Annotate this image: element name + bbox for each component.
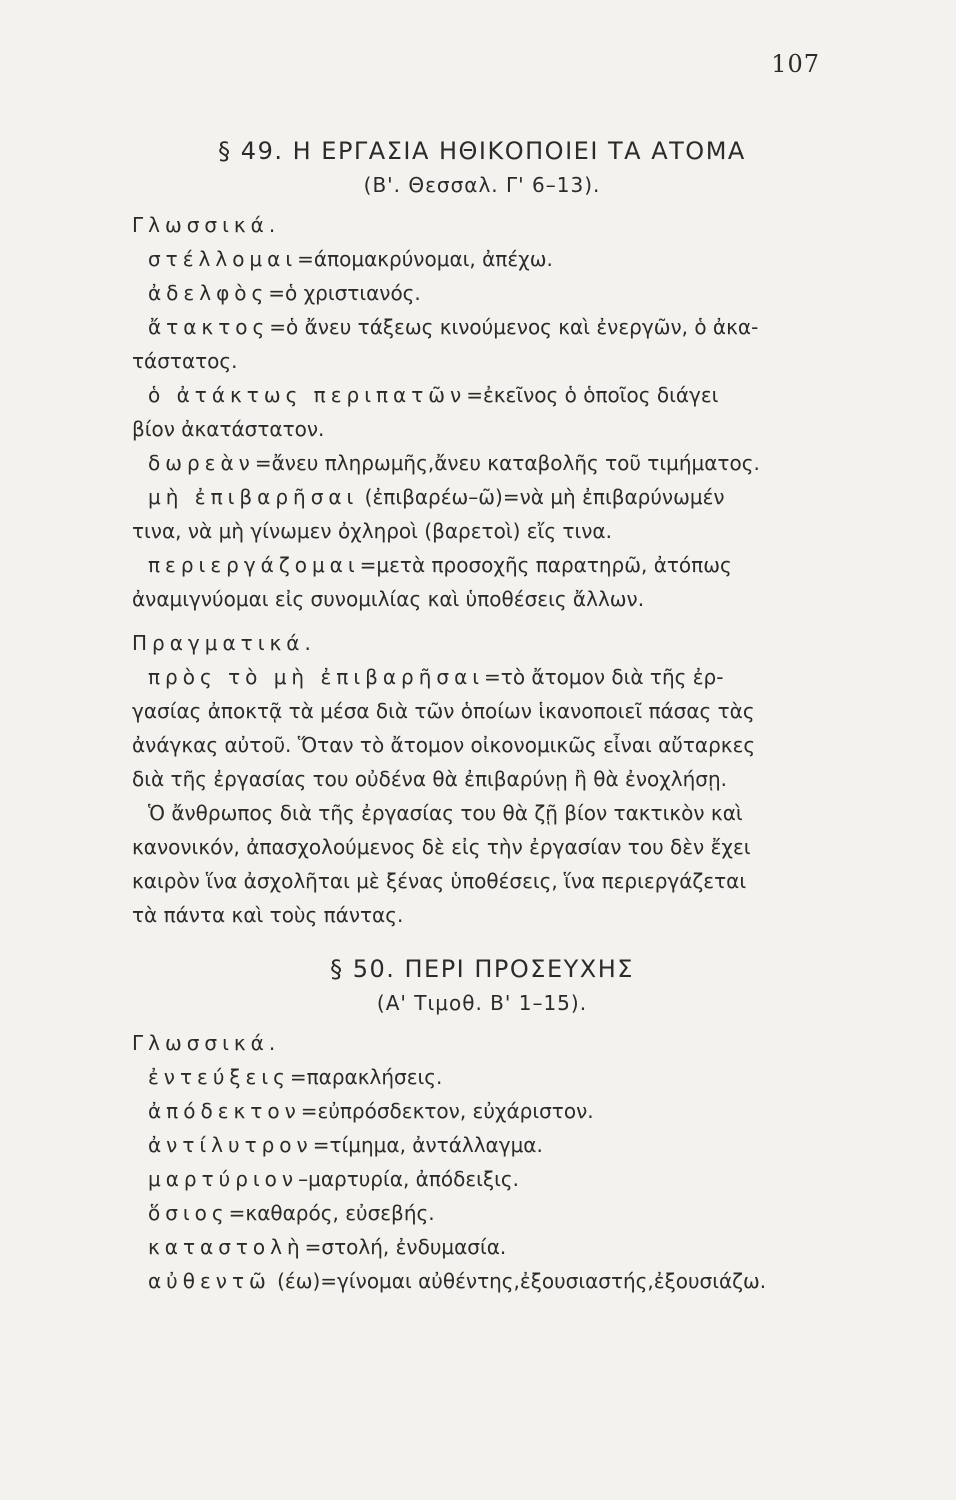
text-line — [132, 480, 832, 514]
text-line — [132, 694, 832, 728]
section-50-glossika-label: Γλωσσικά. — [132, 1031, 281, 1055]
line-text: κανονικόν, ἀπασχολούμενος δὲ εἰς τὴν ἐργασίαν του δὲν ἔχει — [132, 835, 751, 859]
line-text: (ἐπιβαρέω–ῶ)=νὰ μὴ ἐπιβαρύνωμέν — [358, 485, 725, 509]
text-line — [132, 412, 832, 446]
section-49-glossika-label: Γλωσσικά. — [132, 213, 281, 237]
glossary-term: ἐντεύξεις — [148, 1065, 290, 1089]
line-text: =ὁ χριστιανός. — [268, 281, 421, 305]
text-line — [132, 830, 832, 864]
text-line — [132, 1196, 832, 1230]
text-line — [132, 514, 832, 548]
section-49-reference: (Β'. Θεσσαλ. Γ' 6–13). — [363, 173, 601, 197]
text-line — [132, 762, 832, 796]
line-text: =εὐπρόσδεκτον, εὐχάριστον. — [300, 1099, 594, 1123]
line-text: =τὸ ἄτομον διὰ τῆς ἐρ- — [484, 665, 724, 689]
text-line — [132, 344, 832, 378]
section-50-reference: (Α' Τιμοθ. Β' 1–15). — [376, 991, 588, 1015]
glossary-term: ἄτακτος — [148, 315, 270, 339]
section-50-glossika-list — [132, 1060, 832, 1298]
line-text: =ἄνευ πληρωμῆς,ἄνευ καταβολῆς τοῦ τιμήματος. — [254, 451, 760, 475]
text-line — [132, 582, 832, 616]
line-text: γασίας ἀποκτᾷ τὰ μέσα διὰ τῶν ὁποίων ἱκανοποιεῖ πάσας τὰς — [132, 699, 755, 723]
glossary-term: ἀδελφὸς — [148, 281, 269, 305]
page-number: 107 — [771, 50, 820, 78]
section-49-glossika-list — [132, 242, 832, 616]
line-text: (έω)=γίνομαι αὐθέντης,ἐξουσιαστής,ἐξουσιάζω. — [270, 1269, 767, 1293]
text-line — [132, 1162, 832, 1196]
glossary-term: στέλλομαι — [148, 247, 298, 271]
line-text: τινα, νὰ μὴ γίνωμεν ὀχληροὶ (βαρετοὶ) εἴς τινα. — [132, 519, 612, 543]
line-text: =παρακλήσεις. — [289, 1065, 443, 1089]
line-text: ἀνάγκας αὐτοῦ. Ὅταν τὸ ἄτομον οἰκονομικῶς εἶναι αὔταρκες — [132, 733, 756, 757]
text-line — [132, 796, 832, 830]
text-line — [132, 864, 832, 898]
section-49-pragmatika-label: Πραγματικά. — [132, 631, 316, 655]
line-text: διὰ τῆς ἐργασίας του οὐδένα θὰ ἐπιβαρύνῃ ἢ θὰ ἐνοχλήσῃ. — [132, 767, 727, 791]
glossary-term: ἀντίλυτρον — [148, 1133, 313, 1157]
text-line — [132, 276, 832, 310]
text-line — [132, 1230, 832, 1264]
section-50 — [132, 952, 832, 1298]
line-text: =καθαρός, εὐσεβής. — [228, 1201, 435, 1225]
line-text: =στολή, ἐνδυμασία. — [304, 1235, 507, 1259]
line-text: καιρὸν ἵνα ἀσχολῆται μὲ ξένας ὑποθέσεις, ἵνα περιεργάζεται — [132, 869, 747, 893]
text-line — [132, 728, 832, 762]
line-text: =άπομακρύνομαι, ἀπέχω. — [297, 247, 553, 271]
line-text: βίον ἀκατάστατον. — [132, 417, 325, 441]
glossary-term: μαρτύριον — [148, 1167, 299, 1191]
line-text: =τίμημα, ἀντάλλαγμα. — [312, 1133, 543, 1157]
line-text: =ἐκεῖνος ὁ ὁποῖος διάγει — [466, 383, 719, 407]
text-line — [132, 1264, 832, 1298]
text-line — [132, 310, 832, 344]
glossary-term: δωρεὰν — [148, 451, 255, 475]
glossary-term: αὐθεντῶ — [148, 1269, 271, 1293]
glossary-term: περιεργάζομαι — [148, 553, 360, 577]
glossary-term: καταστολὴ — [148, 1235, 305, 1259]
line-text: –μαρτυρία, ἀπόδειξις. — [298, 1167, 519, 1191]
line-text: =ὁ ἄνευ τάξεως κινούμενος καὶ ἐνεργῶν, ὁ ἀκα- — [269, 315, 759, 339]
glossary-term: πρὸς τὸ μὴ ἐπιβαρῆσαι — [148, 665, 485, 689]
section-49 — [132, 134, 832, 932]
text-line — [132, 242, 832, 276]
text-line — [132, 1128, 832, 1162]
line-text: τὰ πάντα καὶ τοὺς πάντας. — [132, 903, 404, 927]
text-line — [132, 548, 832, 582]
page-content — [132, 134, 832, 1298]
line-text: ἀναμιγνύομαι εἰς συνομιλίας καὶ ὑποθέσεις ἄλλων. — [132, 587, 645, 611]
text-line — [132, 378, 832, 412]
line-text: Ὁ ἄνθρωπος διὰ τῆς ἐργασίας του θὰ ζῇ βίον τακτικὸν καὶ — [148, 801, 743, 825]
section-49-pragmatika-list — [132, 660, 832, 932]
glossary-term: ὅσιος — [148, 1201, 229, 1225]
text-line — [132, 1094, 832, 1128]
text-line — [132, 660, 832, 694]
text-line — [132, 446, 832, 480]
glossary-term: μὴ ἐπιβαρῆσαι — [148, 485, 359, 509]
text-line — [132, 898, 832, 932]
text-line — [132, 1060, 832, 1094]
section-49-heading: § 49. Η ΕΡΓΑΣΙΑ ΗΘΙΚΟΠΟΙΕΙ ΤΑ ΑΤΟΜΑ — [218, 137, 746, 165]
section-50-heading: § 50. ΠΕΡΙ ΠΡΟΣΕΥΧΗΣ — [330, 955, 634, 983]
glossary-term: ἀπόδεκτον — [148, 1099, 301, 1123]
line-text: τάστατος. — [132, 349, 238, 373]
glossary-term: ὁ ἀτάκτως περιπατῶν — [148, 383, 467, 407]
line-text: =μετὰ προσοχῆς παρατηρῶ, ἀτόπως — [359, 553, 732, 577]
